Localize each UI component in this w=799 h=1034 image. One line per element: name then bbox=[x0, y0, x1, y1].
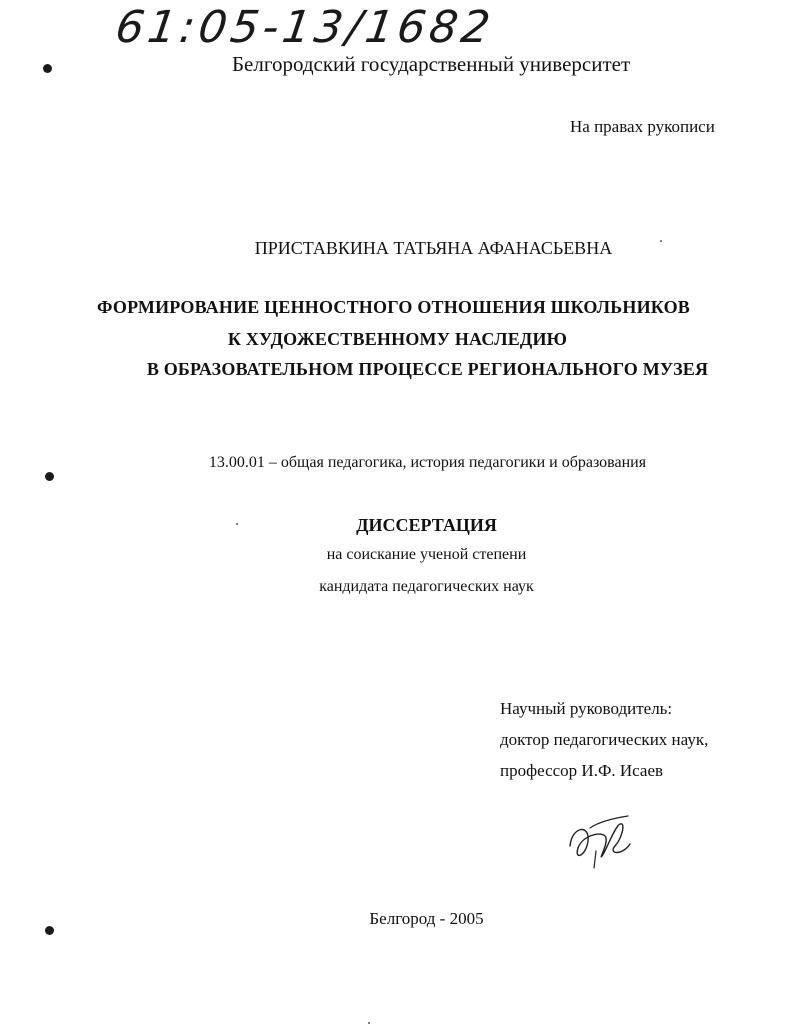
binding-hole-icon bbox=[45, 472, 54, 481]
signature-icon bbox=[560, 806, 640, 876]
scan-speck bbox=[368, 1022, 370, 1024]
archive-stamp: 61:05-13/1682 bbox=[112, 2, 498, 53]
city-year: Белгород - 2005 bbox=[369, 909, 484, 928]
binding-hole-icon bbox=[45, 926, 54, 935]
rights-note: На правах рукописи bbox=[570, 117, 715, 136]
dissertation-label: ДИССЕРТАЦИЯ bbox=[356, 515, 497, 535]
author-name: ПРИСТАВКИНА ТАТЬЯНА АФАНАСЬЕВНА bbox=[254, 238, 613, 258]
title-line-3: В ОБРАЗОВАТЕЛЬНОМ ПРОЦЕССЕ РЕГИОНАЛЬНОГО МУЗЕЯ bbox=[146, 359, 709, 379]
binding-hole-icon bbox=[43, 64, 52, 73]
supervisor-name: профессор И.Ф. Исаев bbox=[500, 761, 664, 780]
scan-speck bbox=[236, 523, 238, 525]
university-name: Белгородский государственный университет bbox=[232, 52, 631, 76]
degree-purpose-line-1: на соискание ученой степени bbox=[326, 546, 527, 563]
title-line-2: К ХУДОЖЕСТВЕННОМУ НАСЛЕДИЮ bbox=[227, 329, 568, 349]
supervisor-block bbox=[500, 693, 708, 786]
supervisor-degree: доктор педагогических наук, bbox=[500, 730, 709, 749]
supervisor-label: Научный руководитель: bbox=[500, 699, 673, 718]
specialty-code: 13.00.01 – общая педагогика, история педагогики и образования bbox=[208, 454, 647, 471]
title-line-1: ФОРМИРОВАНИЕ ЦЕННОСТНОГО ОТНОШЕНИЯ ШКОЛЬНИКОВ bbox=[96, 297, 690, 317]
degree-purpose-line-2: кандидата педагогических наук bbox=[319, 578, 534, 595]
scan-speck bbox=[660, 240, 662, 242]
